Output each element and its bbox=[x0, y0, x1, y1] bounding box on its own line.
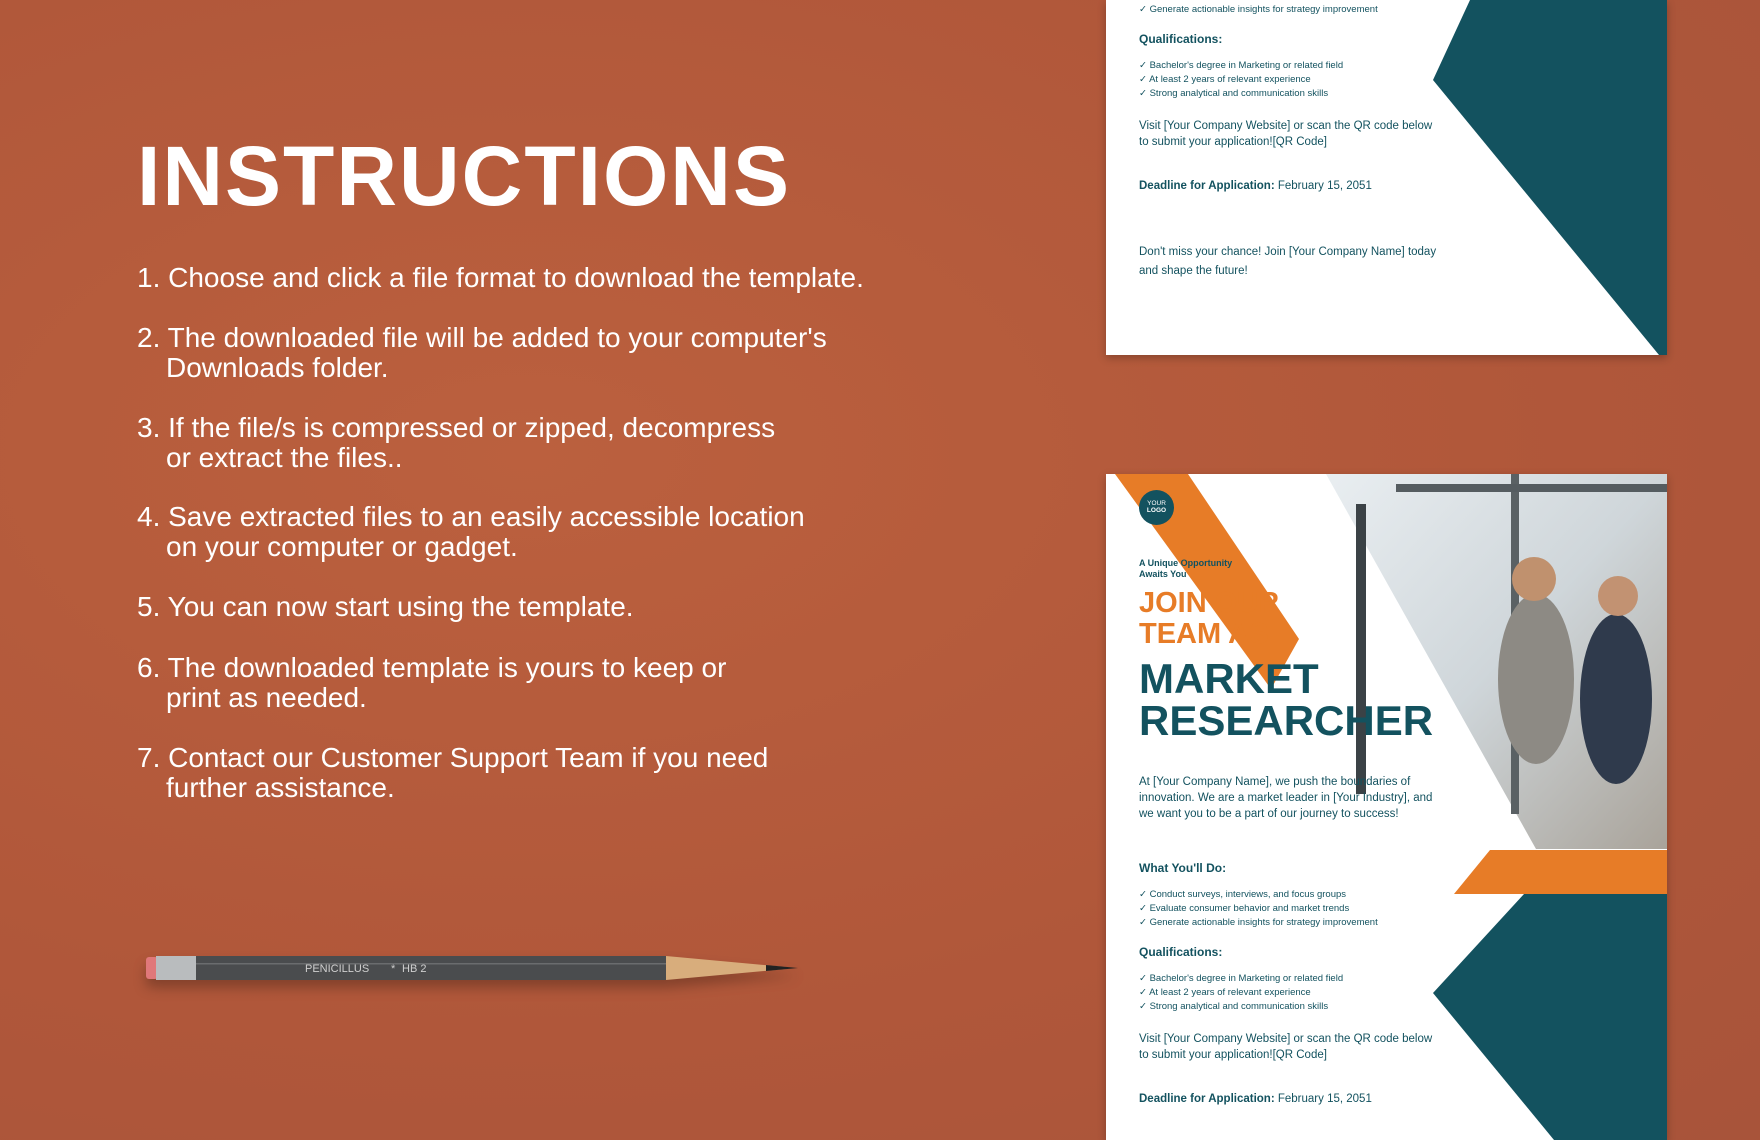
do-item: ✓ Conduct surveys, interviews, and focus groups bbox=[1139, 889, 1347, 900]
svg-text:*: * bbox=[391, 963, 396, 975]
step-3 bbox=[137, 413, 937, 473]
teal-triangle-shape bbox=[1433, 894, 1667, 1140]
do-item: ✓ Generate actionable insights for strategy improvement bbox=[1139, 917, 1378, 928]
person-photo bbox=[1498, 594, 1574, 764]
role-line: MARKET bbox=[1139, 655, 1319, 702]
step-text: or extract the files.. bbox=[166, 442, 403, 473]
pencil-image bbox=[146, 954, 798, 982]
qual-item: ✓ Bachelor's degree in Marketing or related field bbox=[1139, 973, 1344, 984]
qualifications-heading: Qualifications: bbox=[1139, 945, 1223, 959]
step-4 bbox=[137, 502, 937, 562]
flyer-preview-top bbox=[1106, 0, 1667, 355]
step-5 bbox=[137, 592, 937, 622]
logo-placeholder bbox=[1139, 490, 1174, 525]
step-7 bbox=[137, 743, 937, 803]
step-text: 5. You can now start using the template. bbox=[137, 591, 634, 622]
qual-item: ✓ At least 2 years of relevant experience bbox=[1139, 987, 1311, 998]
join-line: TEAM AS bbox=[1139, 618, 1269, 650]
logo-text: LOGO bbox=[1146, 507, 1167, 514]
pencil-brand: PENICILLUS bbox=[305, 963, 370, 975]
step-text: on your computer or gadget. bbox=[166, 531, 518, 562]
step-text: further assistance. bbox=[166, 772, 395, 803]
join-heading bbox=[1139, 588, 1279, 650]
step-text: 2. The downloaded file will be added to your computer's bbox=[137, 322, 827, 353]
do-heading: What You'll Do: bbox=[1139, 861, 1227, 875]
join-line: JOIN OUR bbox=[1139, 587, 1280, 619]
deadline-value: February 15, 2051 bbox=[1274, 1093, 1372, 1105]
step-text: 1. Choose and click a file format to download the template. bbox=[137, 262, 864, 293]
do-item: ✓ Generate actionable insights for strategy improvement bbox=[1139, 4, 1378, 15]
pencil-grade: HB 2 bbox=[402, 963, 427, 975]
kicker bbox=[1139, 558, 1232, 580]
role-heading bbox=[1139, 655, 1434, 744]
instructions-title: INSTRUCTIONS bbox=[137, 129, 791, 223]
logo-text: YOUR bbox=[1147, 500, 1166, 507]
deadline-label: Deadline for Application: bbox=[1139, 1093, 1275, 1105]
deadline bbox=[1139, 178, 1372, 194]
step-text: Downloads folder. bbox=[166, 352, 389, 383]
qualifications-heading: Qualifications: bbox=[1139, 32, 1223, 46]
step-6 bbox=[137, 653, 937, 713]
intro-text: At [Your Company Name], we push the boundaries of innovation. We are a market leader in [Your Industry], and we want you to be a part of our journey to success! bbox=[1139, 776, 1433, 820]
qual-item: ✓ At least 2 years of relevant experience bbox=[1139, 74, 1311, 85]
step-text: 7. Contact our Customer Support Team if you need bbox=[137, 742, 769, 773]
role-line: RESEARCHER bbox=[1139, 697, 1434, 744]
qual-item: ✓ Bachelor's degree in Marketing or related field bbox=[1139, 60, 1344, 71]
step-text: 4. Save extracted files to an easily accessible location bbox=[137, 501, 805, 532]
orange-bar-shape bbox=[1454, 850, 1667, 894]
kicker-line: Awaits You bbox=[1139, 569, 1187, 579]
step-text: 3. If the file/s is compressed or zipped, decompress bbox=[137, 412, 776, 443]
step-1 bbox=[137, 263, 937, 293]
deadline-value: February 15, 2051 bbox=[1274, 180, 1372, 192]
kicker-line: A Unique Opportunity bbox=[1139, 558, 1233, 568]
closing-text: Don't miss your chance! Join [Your Company Name] today and shape the future! bbox=[1139, 246, 1437, 277]
qual-item: ✓ Strong analytical and communication skills bbox=[1139, 1001, 1329, 1012]
step-text: print as needed. bbox=[166, 682, 367, 713]
visit-text: Visit [Your Company Website] or scan the QR code below to submit your application![QR Code] bbox=[1139, 120, 1433, 148]
step-2 bbox=[137, 323, 937, 383]
qual-item: ✓ Strong analytical and communication skills bbox=[1139, 88, 1329, 99]
visit-text: Visit [Your Company Website] or scan the QR code below to submit your application![QR Code] bbox=[1139, 1033, 1433, 1061]
deadline bbox=[1139, 1091, 1372, 1107]
flyer-preview-bottom bbox=[1106, 474, 1667, 1140]
do-item: ✓ Evaluate consumer behavior and market trends bbox=[1139, 903, 1350, 914]
step-text: 6. The downloaded template is yours to keep or bbox=[137, 652, 727, 683]
deadline-label: Deadline for Application: bbox=[1139, 180, 1275, 192]
